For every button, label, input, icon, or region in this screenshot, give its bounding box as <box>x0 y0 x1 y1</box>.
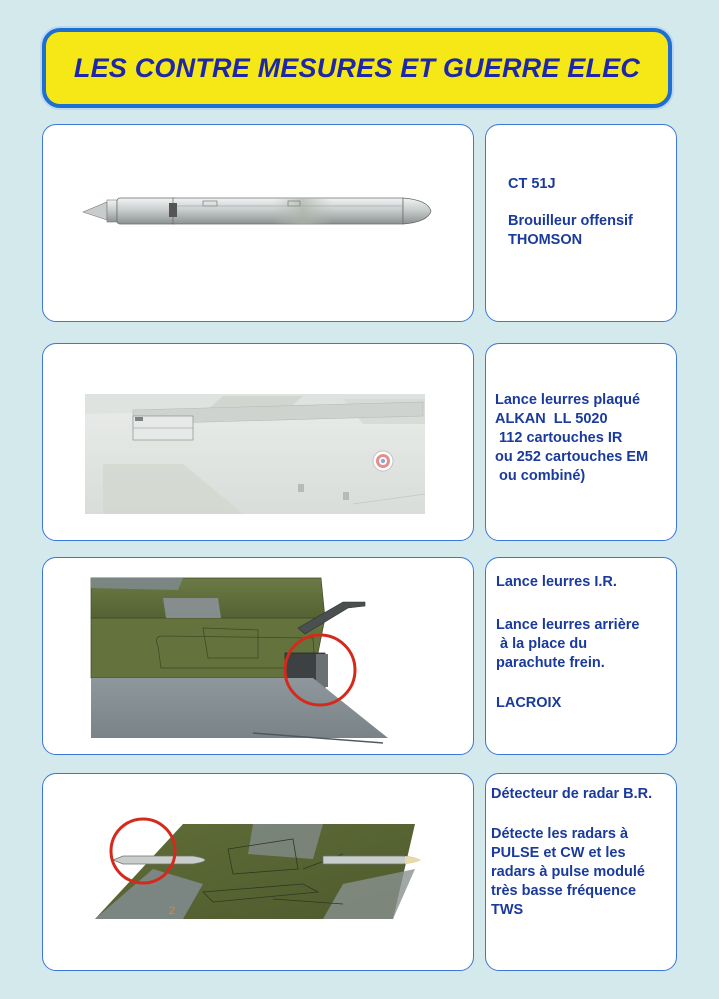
alkan-line-2: ALKAN LL 5020 <box>495 411 608 427</box>
ct51j-line-3: Brouilleur offensif <box>508 213 633 229</box>
alkan-line-4: ou 252 cartouches EM <box>495 449 649 465</box>
ct51j-line-4: THOMSON <box>508 232 583 248</box>
detecteur-line-4: PULSE et CW et les <box>491 845 626 861</box>
alkan-line-3: 112 cartouches IR <box>495 430 623 446</box>
text-panel-lacroix <box>485 557 677 755</box>
text-panel-detecteur <box>485 773 677 971</box>
detecteur-line-6: très basse fréquence <box>491 883 637 899</box>
title-banner <box>42 28 672 108</box>
detecteur-line-3: Détecte les radars à <box>491 826 629 842</box>
lacroix-line-5: parachute frein. <box>496 655 605 671</box>
ct51j-pod-illustration <box>43 125 473 321</box>
detecteur-line-5: radars à pulse modulé <box>491 864 645 880</box>
lacroix-tail-illustration <box>43 558 473 754</box>
alkan-line-5: ou combiné) <box>495 468 586 484</box>
lacroix-line-7: LACROIX <box>496 695 562 711</box>
image-panel-detecteur <box>42 773 474 971</box>
detecteur-line-1: Détecteur de radar B.R. <box>491 786 653 802</box>
text-panel-alkan <box>485 343 677 541</box>
ct51j-line-1: CT 51J <box>508 176 556 192</box>
detecteur-line-7: TWS <box>491 902 524 918</box>
page-title: LES CONTRE MESURES ET GUERRE ELEC <box>73 52 641 83</box>
svg-text:2: 2 <box>169 905 176 917</box>
image-panel-alkan <box>42 343 474 541</box>
lacroix-line-4: à la place du <box>496 636 588 652</box>
lacroix-line-1: Lance leurres I.R. <box>496 574 617 590</box>
alkan-line-1: Lance leurres plaqué <box>495 392 641 408</box>
image-panel-ct51j <box>42 124 474 322</box>
lacroix-line-3: Lance leurres arrière <box>496 617 640 633</box>
alkan-launcher-illustration <box>43 344 473 540</box>
image-panel-lacroix <box>42 557 474 755</box>
detecteur-wing-illustration <box>43 774 473 970</box>
text-panel-ct51j <box>485 124 677 322</box>
